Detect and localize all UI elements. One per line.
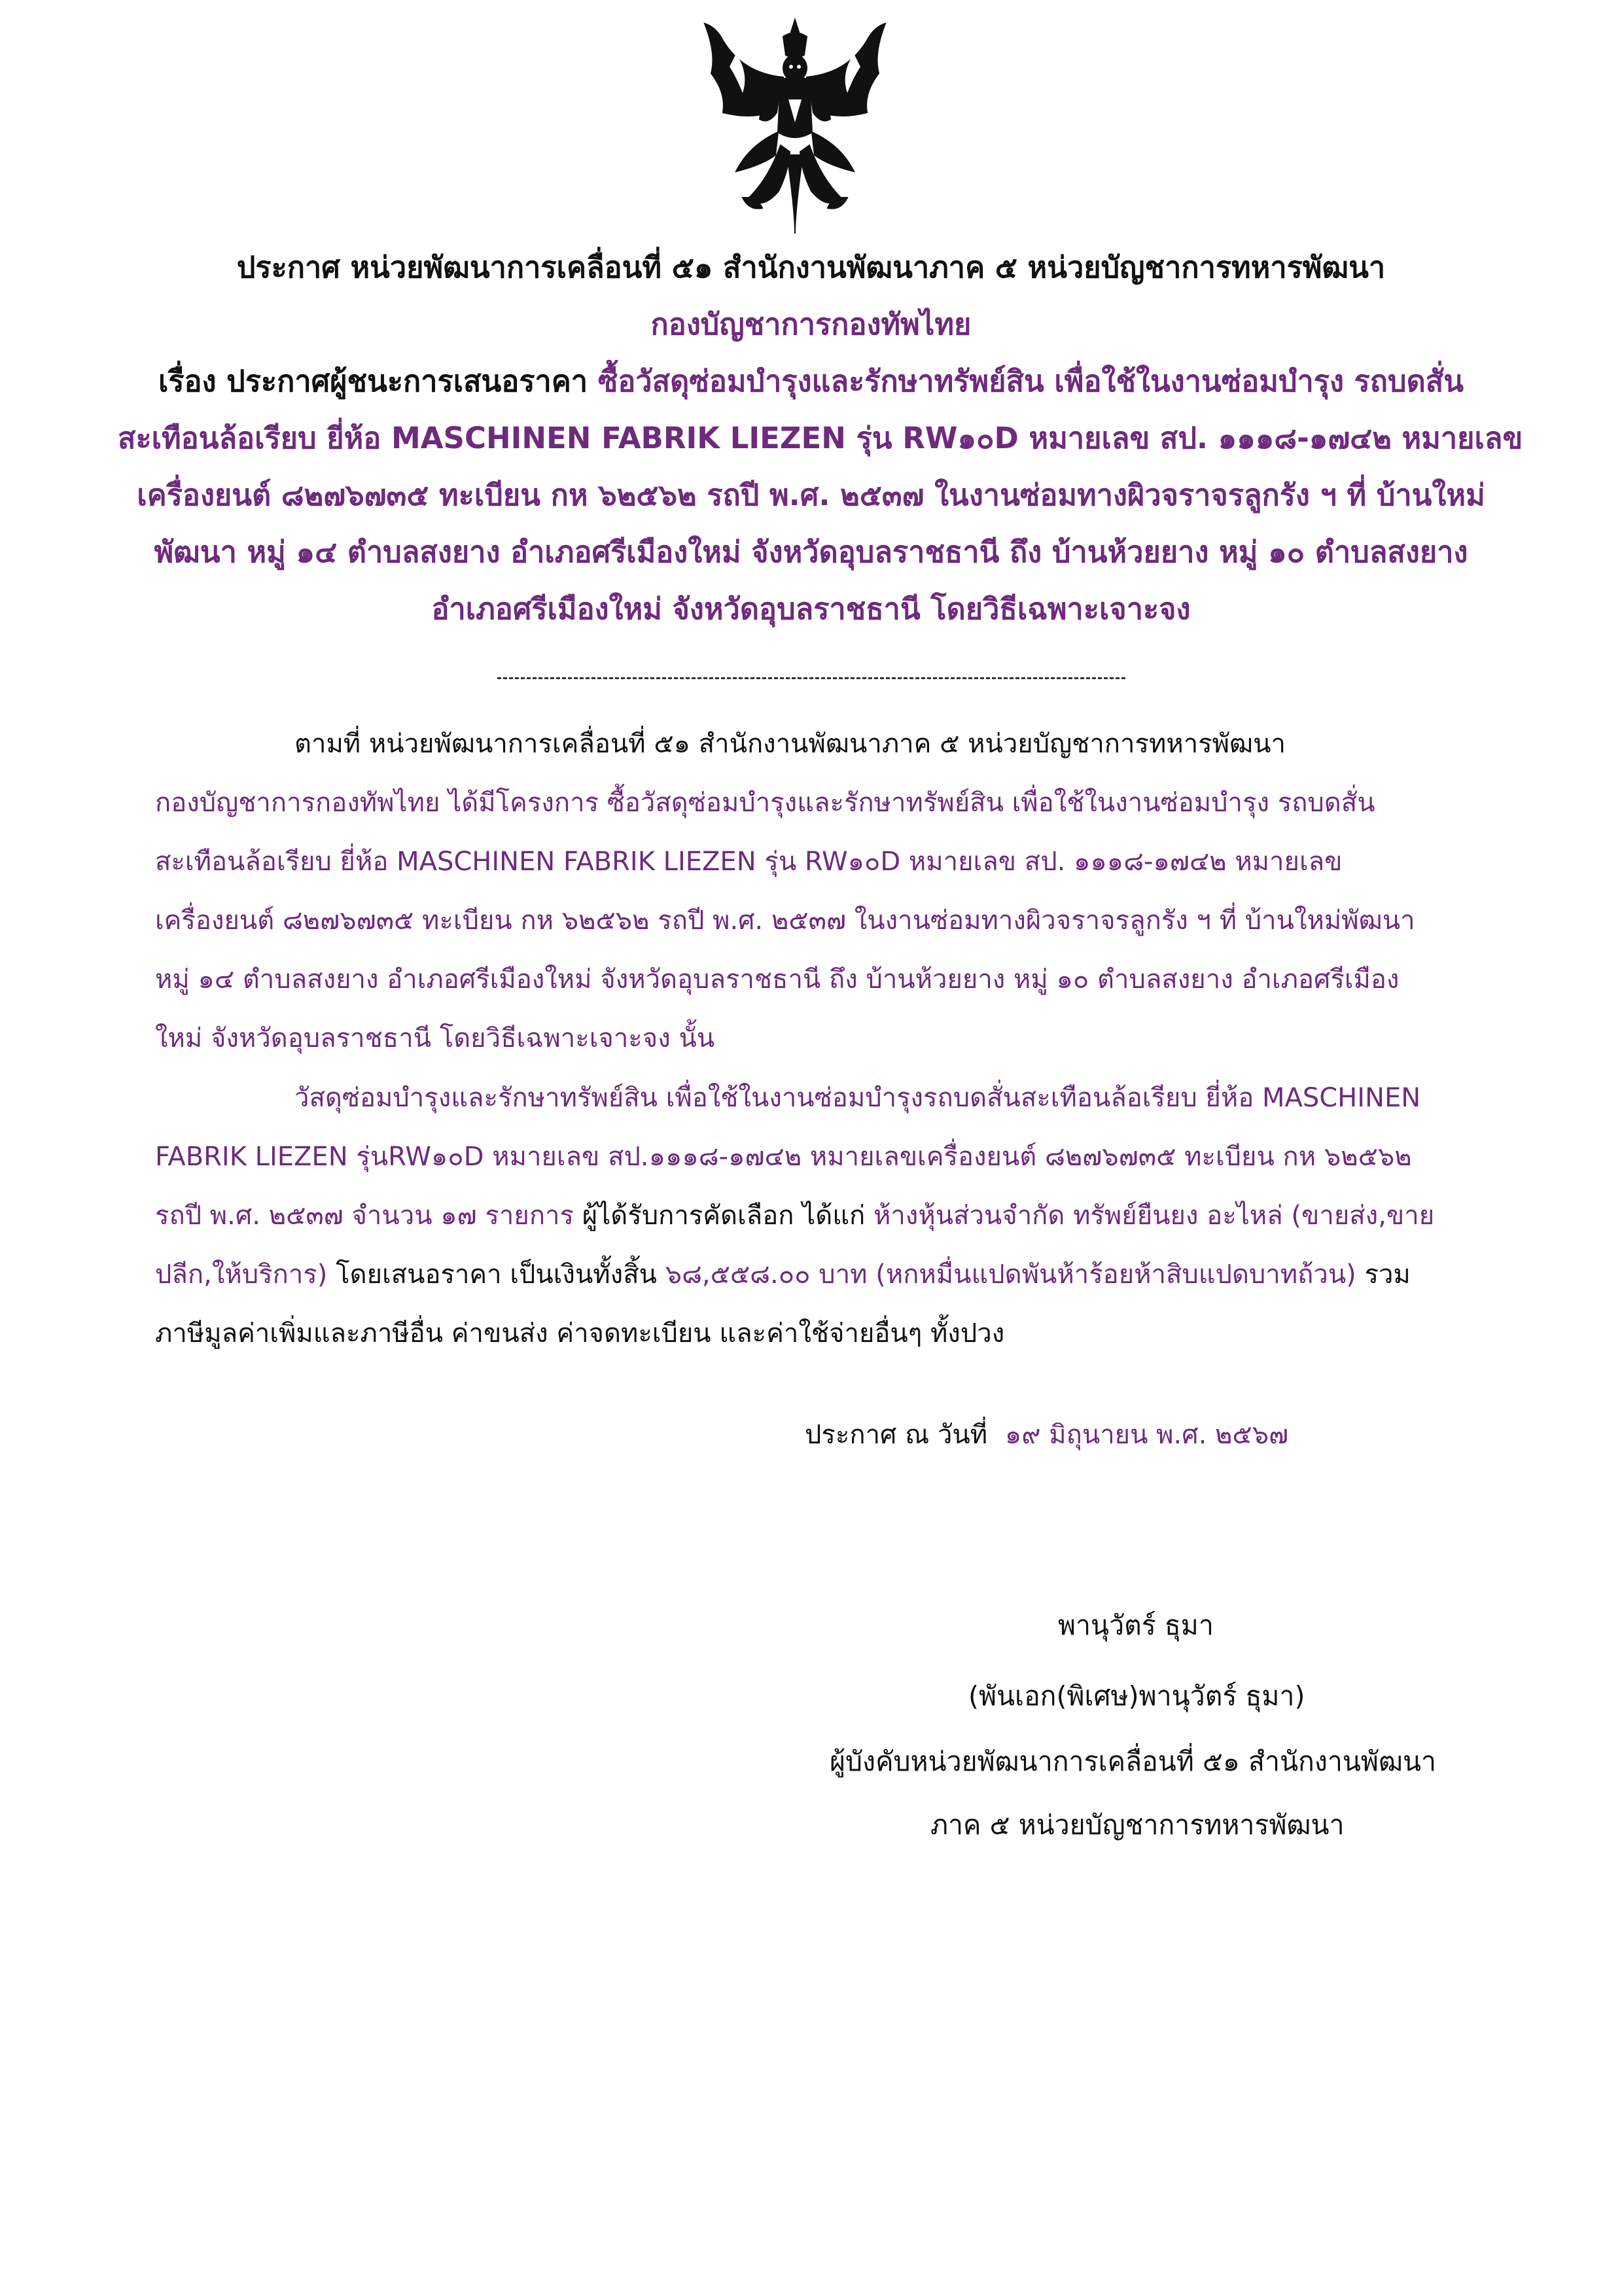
signature-position-2: ภาค ๕ หน่วยบัญชาการทหารพัฒนา [930, 1809, 1345, 1841]
para2-line1: วัสดุซ่อมบำรุงและรักษาทรัพย์สิน เพื่อใช้ในงานซ่อมบำรุงรถบดสั่นสะเทือนล้อเรียบ ยี่ห้อ MASCHINEN [294, 1083, 1421, 1113]
para1-line5: หมู่ ๑๔ ตำบลสงยาง อำเภอศรีเมืองใหม่ จังหวัดอุบลราชธานี ถึง บ้านห้วยยาง หมู่ ๑๐ ตำบลสงยาง อำเภอศรีเมือง [155, 964, 1400, 995]
price-suffix: รวม [1364, 1260, 1411, 1290]
para1-line6: ใหม่ จังหวัดอุบลราชธานี โดยวิธีเฉพาะเจาะจง นั้น [155, 1023, 715, 1053]
subject-lead: เรื่อง ประกาศผู้ชนะการเสนอราคา [158, 364, 588, 398]
selected-label: ผู้ได้รับการคัดเลือก ได้แก่ [582, 1201, 866, 1231]
para2-line4 [155, 1255, 1411, 1294]
item-count: รถปี พ.ศ. ๒๕๓๗ จำนวน ๑๗ รายการ [155, 1201, 574, 1231]
para2-line5: ภาษีมูลค่าเพิ่มและภาษีอื่น ค่าขนส่ง ค่าจดทะเบียน และค่าใช้จ่ายอื่นๆ ทั้งปวง [155, 1318, 1005, 1349]
para1-line2: กองบัญชาการกองทัพไทย ได้มีโครงการ ซื้อวัสดุซ่อมบำรุงและรักษาทรัพย์สิน เพื่อใช้ในงานซ่อมบำรุง รถบดสั่น [155, 788, 1375, 818]
signature-position-1: ผู้บังคับหน่วยพัฒนาการเคลื่อนที่ ๕๑ สำนักงานพัฒนา [830, 1746, 1437, 1777]
subject-line-6: พัฒนา หมู่ ๑๔ ตำบลสงยาง อำเภอศรีเมืองใหม่ จังหวัดอุบลราชธานี ถึง บ้านห้วยยาง หมู่ ๑๐ ตำบลสงยาง [154, 535, 1468, 569]
para1-line1: ตามที่ หน่วยพัฒนาการเคลื่อนที่ ๕๑ สำนักงานพัฒนาภาค ๕ หน่วยบัญชาการทหารพัฒนา [294, 729, 1286, 759]
separator-line [497, 677, 1125, 679]
announcement-title-org: กองบัญชาการกองทัพไทย [650, 307, 972, 342]
announce-date [805, 1415, 1288, 1455]
para2-line2: FABRIK LIEZEN รุ่นRW๑๐D หมายเลข สป.๑๑๑๘-๑๗๔๒ หมายเลขเครื่องยนต์ ๘๒๗๖๗๓๕ ทะเบียน กห ๖๒๕๖๒ [155, 1142, 1412, 1172]
date-value: ๑๙ มิถุนายน พ.ศ. ๒๕๖๗ [1004, 1420, 1289, 1450]
signature-full-name: (พันเอก(พิเศษ)พานุวัตร์ ธุมา) [968, 1680, 1305, 1712]
subject-text: ซื้อวัสดุซ่อมบำรุงและรักษาทรัพย์สิน เพื่อใช้ในงานซ่อมบำรุง รถบดสั่น [597, 364, 1464, 398]
para2-line3 [155, 1196, 1434, 1235]
price-label: โดยเสนอราคา เป็นเงินทั้งสิ้น [336, 1260, 657, 1290]
garuda-emblem-icon [697, 14, 893, 237]
price-amount: ๖๘,๕๕๘.๐๐ บาท (หกหมื่นแปดพันห้าร้อยห้าสิบแปดบาทถ้วน) [665, 1260, 1356, 1290]
announcement-title: ประกาศ หน่วยพัฒนาการเคลื่อนที่ ๕๑ สำนักงานพัฒนาภาค ๕ หน่วยบัญชาการทหารพัฒนา [236, 250, 1386, 285]
announcement-subject [118, 353, 1504, 410]
vendor-name: ห้างหุ้นส่วนจำกัด ทรัพย์ยืนยง อะไหล่ (ขายส่ง,ขาย [873, 1201, 1435, 1231]
para1-line3: สะเทือนล้อเรียบ ยี่ห้อ MASCHINEN FABRIK LIEZEN รุ่น RW๑๐D หมายเลข สป. ๑๑๑๘-๑๗๔๒ หมายเลข [155, 847, 1343, 877]
vendor-name-cont: ปลีก,ให้บริการ) [155, 1260, 328, 1290]
subject-line-4: สะเทือนล้อเรียบ ยี่ห้อ MASCHINEN FABRIK LIEZEN รุ่น RW๑๐D หมายเลข สป. ๑๑๑๘-๑๗๔๒ หมายเลข [118, 421, 1523, 455]
date-label: ประกาศ ณ วันที่ [805, 1420, 988, 1450]
para1-line4: เครื่องยนต์ ๘๒๗๖๗๓๕ ทะเบียน กห ๖๒๕๖๒ รถปี พ.ศ. ๒๕๓๗ ในงานซ่อมทางผิวจราจรลูกรัง ฯ ที่ บ้านใหม่พัฒนา [155, 906, 1415, 936]
subject-line-5: เครื่องยนต์ ๘๒๗๖๗๓๕ ทะเบียน กห ๖๒๕๖๒ รถปี พ.ศ. ๒๕๓๗ ในงานซ่อมทางผิวจราจรลูกรัง ฯ ที่ บ้านใหม่ [137, 478, 1485, 512]
signature-name: พานุวัตร์ ธุมา [1058, 1610, 1214, 1641]
subject-line-7: อำเภอศรีเมืองใหม่ จังหวัดอุบลราชธานี โดยวิธีเฉพาะเจาะจง [431, 592, 1191, 626]
